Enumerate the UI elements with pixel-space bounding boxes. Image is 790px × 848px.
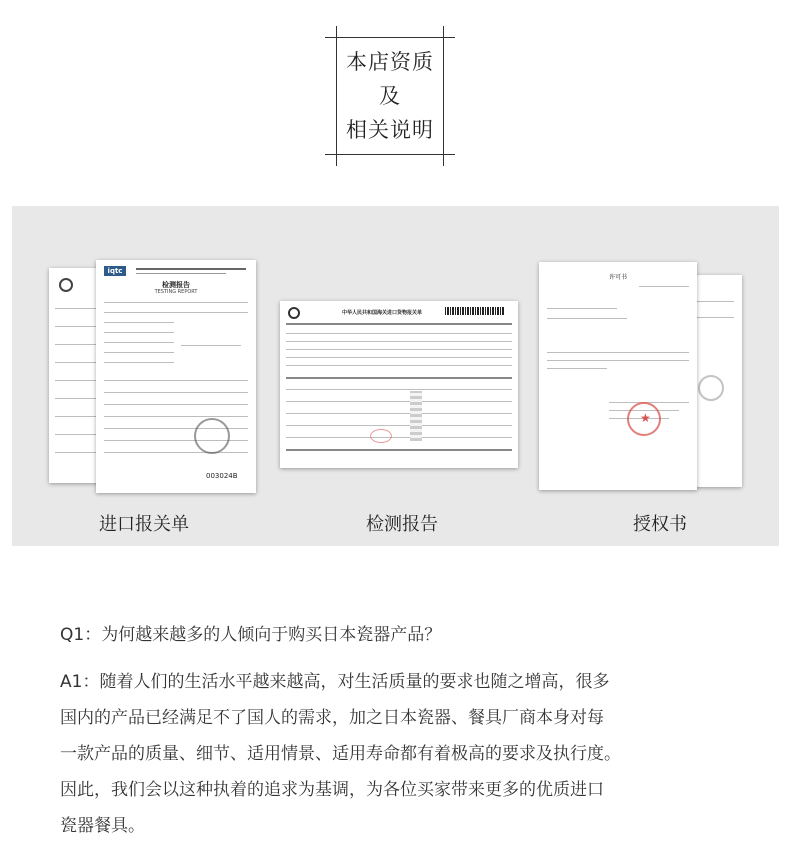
faq-answer-line: 国内的产品已经满足不了国人的需求，加之日本瓷器、餐具厂商本身对每 <box>60 708 604 728</box>
report-serial: 003024B <box>206 472 238 480</box>
frame-line-bottom <box>325 154 455 155</box>
seal-star-icon: ★ <box>640 411 651 425</box>
faq-answer-line: A1：随着人们的生活水平越来越高，对生活质量的要求也随之增高，很多 <box>60 672 610 692</box>
frame-line-top <box>325 37 455 38</box>
authorization-letter-front-image <box>539 262 697 490</box>
declaration-heading: 中华人民共和国海关进口货物报关单 <box>342 310 423 316</box>
faq-question: Q1：为何越来越多的人倾向于购买日本瓷器产品？ <box>60 625 442 645</box>
authorization-letter-back-image <box>694 275 742 487</box>
certificates-panel <box>12 206 779 546</box>
frame-line-right <box>443 26 444 166</box>
iqtc-logo: iqtc <box>104 266 126 276</box>
section-title-frame <box>325 26 455 166</box>
title-line-2: 及 <box>379 84 401 108</box>
authorization-heading: 许可书 <box>608 274 627 281</box>
faq-answer-line: 瓷器餐具。 <box>60 816 145 836</box>
caption-authorization: 授权书 <box>633 514 687 535</box>
title-line-3: 相关说明 <box>346 118 434 142</box>
caption-testing-report: 检测报告 <box>366 514 438 535</box>
faq-answer <box>60 664 740 844</box>
faq-answer-line: 因此，我们会以这种执着的追求为基调，为各位买家带来更多的优质进口 <box>60 780 604 800</box>
customs-import-declaration-image <box>280 301 518 468</box>
testing-report-front-image <box>96 260 256 493</box>
report-heading: 检测报告 <box>162 281 190 289</box>
section-title <box>337 40 443 152</box>
faq-answer-line: 一款产品的质量、细节、适用情景、适用寿命都有着极高的要求及执行度。 <box>60 744 621 764</box>
caption-customs-declaration: 进口报关单 <box>99 514 189 535</box>
customs-stamp-icon <box>370 429 392 443</box>
title-line-1: 本店资质 <box>346 50 434 74</box>
seal-stamp-icon <box>194 418 230 454</box>
report-subheading: TESTING REPORT <box>154 289 198 295</box>
